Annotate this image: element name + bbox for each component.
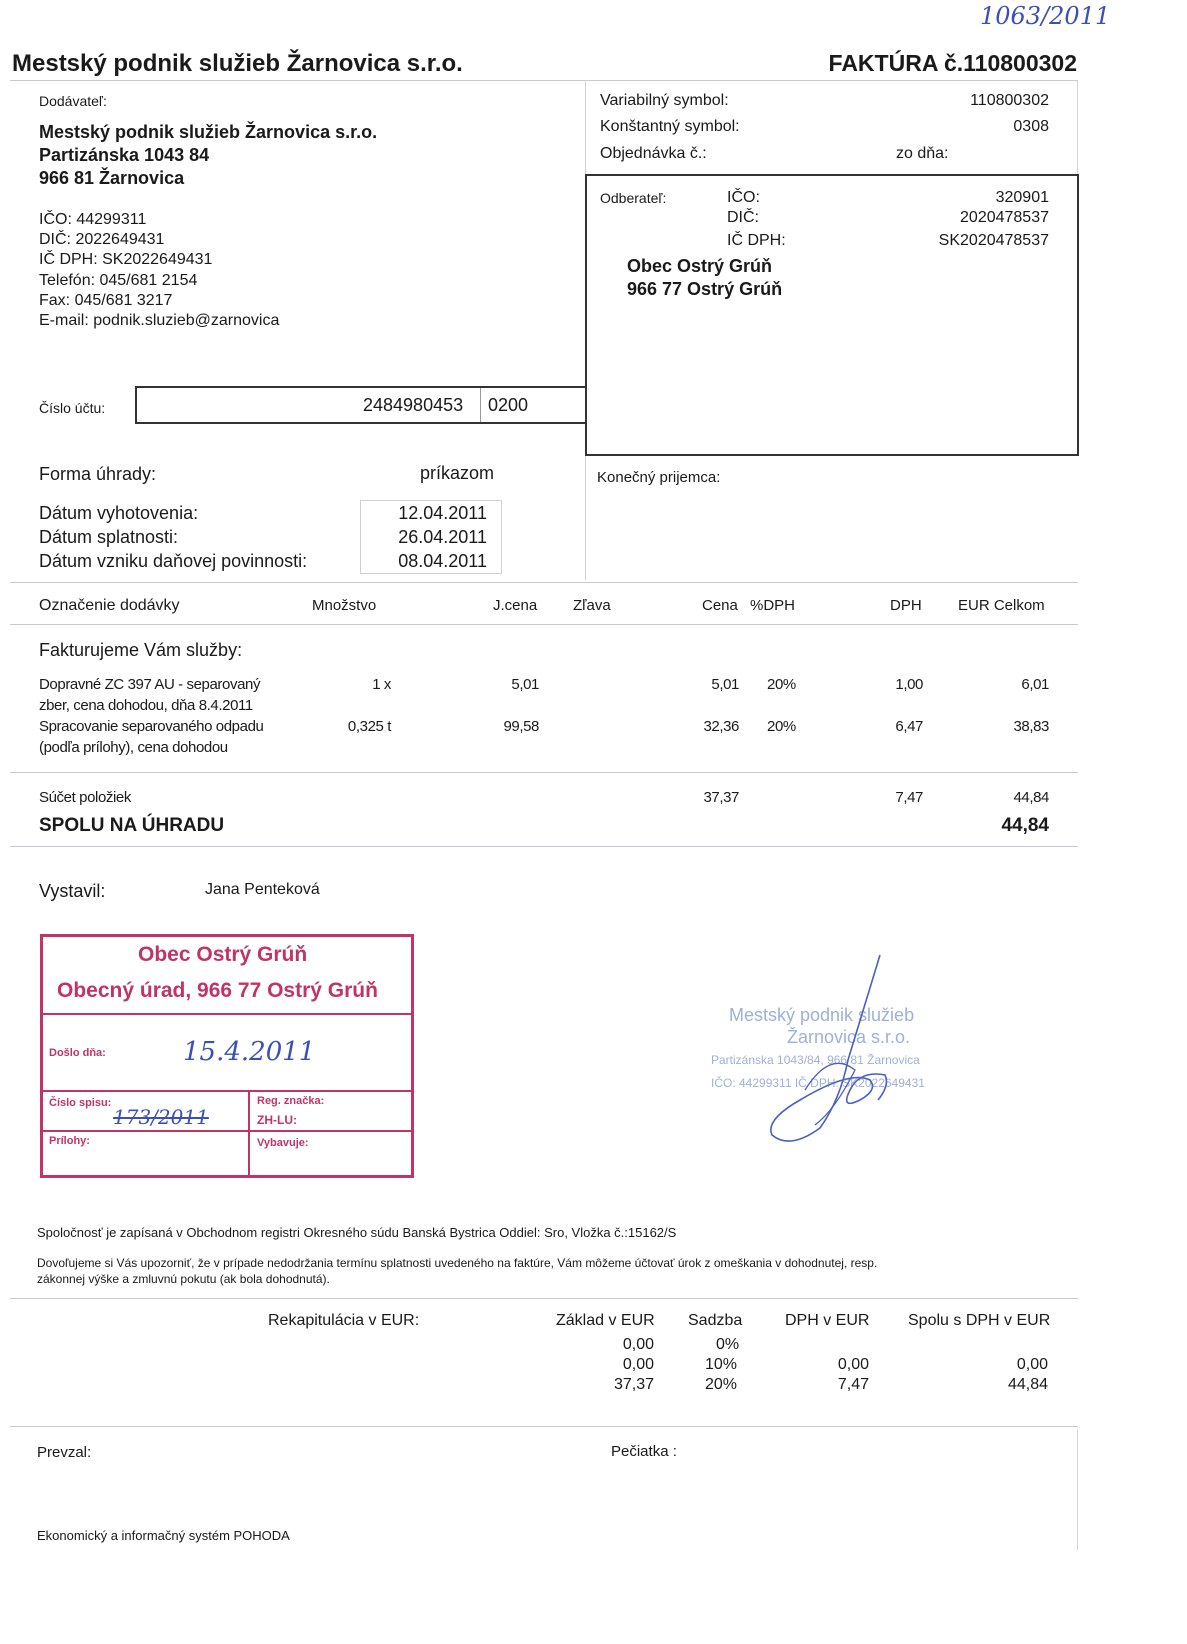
recap-row-1-base: 0,00 <box>622 1336 654 1353</box>
item-1-unit-price: 5,01 <box>511 676 539 693</box>
item-1-desc2: zber, cena dohodou, dňa 8.4.2011 <box>39 697 253 714</box>
sum-label: Súčet položiek <box>39 789 131 806</box>
tax-date-value: 08.04.2011 <box>398 551 487 571</box>
received-stamp <box>40 934 414 1178</box>
tax-date-label: Dátum vzniku daňovej povinnosti: <box>39 551 308 571</box>
supplier-fax: Fax: 045/681 3217 <box>39 292 173 309</box>
item-2-desc1: Spracovanie separovaného odpadu <box>39 718 264 735</box>
recap-row-3-vat: 7,47 <box>837 1376 869 1393</box>
notice-line1: Dovoľujeme si Vás upozorniť, že v prípade nedodržania termínu splatnosti uvedeného na faktúre, Vám môžeme účtovať úrok z omeškania v dohodnutej, resp. <box>37 1256 878 1270</box>
item-1-vat: 1,00 <box>895 676 923 693</box>
item-2-vat-pct: 20% <box>767 718 796 735</box>
notice-line2: zákonnej výške a zmluvnú pokutu (ak bola dohodnutá). <box>37 1272 330 1286</box>
supplier-ico: IČO: 44299311 <box>39 211 147 228</box>
item-1-qty: 1 x <box>372 676 391 693</box>
account-number: 2484980453 <box>363 395 464 415</box>
due-date-value: 26.04.2011 <box>398 527 487 547</box>
recap-row-3-base: 37,37 <box>613 1376 654 1393</box>
blue-stamp-line4: IČO: 44299311 IČ DPH: SK2022649431 <box>711 1076 925 1090</box>
issued-label: Vystavil: <box>39 881 106 901</box>
invoice-title: FAKTÚRA č.110800302 <box>828 50 1077 76</box>
col-discount: Zľava <box>573 597 611 614</box>
item-2-total: 38,83 <box>1013 718 1049 735</box>
col-total: EUR Celkom <box>958 597 1045 614</box>
received-by-label: Prevzal: <box>37 1444 92 1461</box>
final-recipient-label: Konečný prijemca: <box>597 469 721 486</box>
recap-row-2-base: 0,00 <box>622 1356 654 1373</box>
col-vat: DPH <box>890 597 922 614</box>
registry-note: Spoločnosť je zapísaná v Obchodnom registri Okresného súdu Banská Bystrica Oddiel: Sro, Vložka č.:15162/S <box>37 1225 677 1240</box>
supplier-email: E-mail: podnik.sluzieb@zarnovica <box>39 312 280 329</box>
customer-dic-label: DIČ: <box>727 209 759 226</box>
stamp-handler-label: Vybavuje: <box>257 1137 309 1149</box>
grand-total-value: 44,84 <box>1001 815 1049 836</box>
payment-form-value: príkazom <box>420 463 495 483</box>
customer-dic-value: 2020478537 <box>960 209 1049 226</box>
recap-col-total: Spolu s DPH v EUR <box>908 1312 1051 1329</box>
stamp-unit-value: ZH-LU: <box>257 1113 297 1127</box>
variable-symbol-label: Variabilný symbol: <box>600 92 729 109</box>
stamp-received-label: Došlo dňa: <box>49 1047 106 1059</box>
order-date-label: zo dňa: <box>896 145 949 162</box>
item-2-qty: 0,325 t <box>347 718 391 735</box>
stamp-unit-label: Reg. značka: <box>257 1095 325 1107</box>
sum-vat: 7,47 <box>895 789 923 806</box>
item-2-price: 32,36 <box>703 718 739 735</box>
supplier-street: Partizánska 1043 84 <box>39 145 210 165</box>
supplier-icdph: IČ DPH: SK2022649431 <box>39 251 213 268</box>
customer-icdph-label: IČ DPH: <box>727 232 786 249</box>
recap-col-base: Základ v EUR <box>556 1312 655 1329</box>
stamp-attach-label: Prílohy: <box>49 1135 90 1147</box>
variable-symbol-value: 110800302 <box>970 92 1049 109</box>
customer-city: 966 77 Ostrý Grúň <box>627 279 783 299</box>
sum-total: 44,84 <box>1013 789 1049 806</box>
sum-price: 37,37 <box>703 789 739 806</box>
signature-icon <box>760 950 910 1150</box>
constant-symbol-label: Konštantný symbol: <box>600 118 740 135</box>
item-1-price: 5,01 <box>711 676 739 693</box>
issue-date-value: 12.04.2011 <box>398 503 487 523</box>
recap-row-2-total: 0,00 <box>1016 1356 1048 1373</box>
issued-name: Jana Penteková <box>205 881 320 898</box>
supplier-dic: DIČ: 2022649431 <box>39 231 165 248</box>
col-quantity: Množstvo <box>312 597 377 614</box>
issue-date-label: Dátum vyhotovenia: <box>39 503 199 523</box>
col-vat-pct: %DPH <box>750 597 796 614</box>
payment-form-label: Forma úhrady: <box>39 464 157 484</box>
col-price: Cena <box>702 597 738 614</box>
seal-label: Pečiatka : <box>611 1443 677 1460</box>
recap-row-3-rate: 20% <box>705 1376 738 1393</box>
supplier-name: Mestský podnik služieb Žarnovica s.r.o. <box>39 122 378 142</box>
item-1-total: 6,01 <box>1021 676 1049 693</box>
account-bank-code: 0200 <box>488 395 529 415</box>
recap-row-1-rate: 0% <box>716 1336 740 1353</box>
stamp-office: Obecný úrad, 966 77 Ostrý Grúň <box>57 979 378 1002</box>
stamp-received-date: 15.4.2011 <box>183 1037 316 1067</box>
order-label: Objednávka č.: <box>600 145 707 162</box>
supplier-label: Dodávateľ: <box>39 93 107 109</box>
account-label: Číslo účtu: <box>39 400 106 416</box>
due-date-label: Dátum splatnosti: <box>39 527 179 547</box>
customer-ico-value: 320901 <box>995 189 1049 206</box>
customer-icdph-value: SK2020478537 <box>938 232 1049 249</box>
customer-label: Odberateľ: <box>600 190 667 206</box>
col-designation: Označenie dodávky <box>39 597 180 614</box>
recap-label: Rekapitulácia v EUR: <box>268 1312 420 1329</box>
recap-col-vat: DPH v EUR <box>785 1312 870 1329</box>
system-footer: Ekonomický a informačný systém POHODA <box>37 1528 290 1543</box>
supplier-phone: Telefón: 045/681 2154 <box>39 272 198 289</box>
stamp-file-label: Číslo spisu: <box>49 1097 112 1109</box>
customer-name: Obec Ostrý Grúň <box>627 256 773 276</box>
recap-row-2-rate: 10% <box>705 1356 738 1373</box>
item-1-desc1: Dopravné ZC 397 AU - separovaný <box>39 676 261 693</box>
blue-stamp-line1: Mestský podnik služieb <box>729 1005 915 1025</box>
item-2-unit-price: 99,58 <box>503 718 539 735</box>
item-1-vat-pct: 20% <box>767 676 796 693</box>
items-intro: Fakturujeme Vám služby: <box>39 640 243 660</box>
blue-stamp-line3: Partizánska 1043/84, 966 81 Žarnovica <box>711 1053 920 1067</box>
recap-row-3-total: 44,84 <box>1007 1376 1048 1393</box>
company-header: Mestský podnik služieb Žarnovica s.r.o. <box>12 50 463 77</box>
recap-row-2-vat: 0,00 <box>837 1356 869 1373</box>
customer-ico-label: IČO: <box>727 189 760 206</box>
col-unit-price: J.cena <box>493 597 538 614</box>
constant-symbol-value: 0308 <box>1013 118 1049 135</box>
item-2-desc2: (podľa prílohy), cena dohodou <box>39 739 228 756</box>
handwritten-reg-number: 1063/2011 <box>980 2 1111 30</box>
stamp-municipality: Obec Ostrý Grúň <box>138 943 308 966</box>
supplier-city: 966 81 Žarnovica <box>39 168 185 188</box>
stamp-file-value: 173/2011 <box>113 1105 209 1129</box>
grand-total-label: SPOLU NA ÚHRADU <box>39 815 225 836</box>
recap-col-rate: Sadzba <box>688 1312 743 1329</box>
blue-stamp-line2: Žarnovica s.r.o. <box>787 1027 911 1047</box>
item-2-vat: 6,47 <box>895 718 923 735</box>
